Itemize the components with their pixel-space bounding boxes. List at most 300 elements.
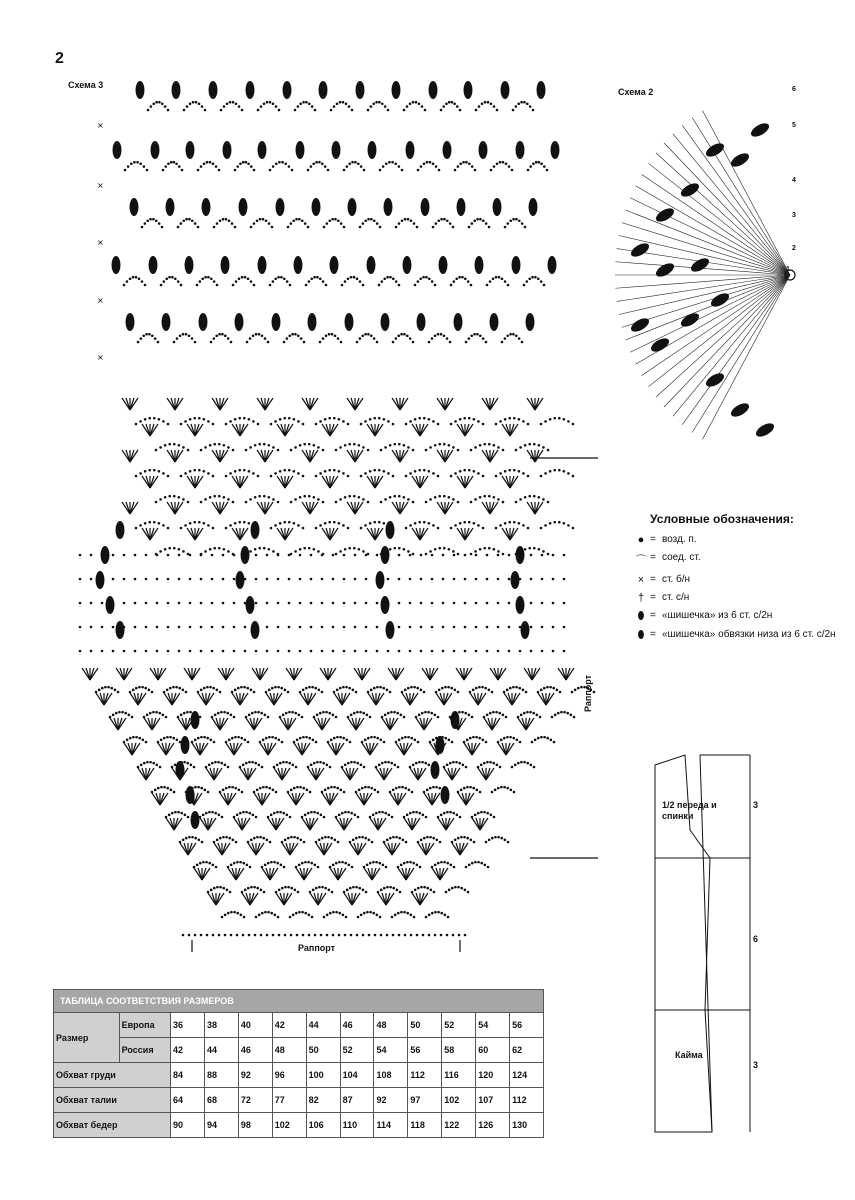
chain-stitch — [313, 444, 316, 447]
chain-stitch — [144, 284, 147, 287]
chain-stitch — [462, 764, 465, 767]
chain-stitch — [212, 687, 215, 690]
chain-stitch — [311, 916, 314, 919]
chain-stitch — [272, 498, 275, 501]
table-cell: 122 — [442, 1113, 476, 1138]
chain-stitch — [375, 766, 378, 769]
chain-stitch — [201, 105, 204, 108]
chain-stitch — [294, 889, 297, 892]
chain-stitch — [304, 814, 307, 817]
chain-stitch — [317, 446, 320, 449]
chain-stitch — [348, 495, 351, 498]
chain-stitch — [333, 469, 336, 472]
chain-stitch — [233, 716, 236, 719]
chain-stitch — [354, 650, 357, 653]
chain-stitch — [331, 891, 334, 894]
chain-stitch — [409, 626, 412, 629]
chain-stitch — [341, 284, 344, 287]
chain-stitch — [163, 786, 166, 789]
chain-stitch — [204, 789, 207, 792]
chain-stitch — [308, 443, 311, 446]
chain-stitch — [160, 739, 163, 742]
chain-stitch — [416, 864, 419, 867]
chain-stitch — [228, 219, 231, 222]
chain-stitch — [468, 714, 471, 717]
chain-stitch — [431, 578, 434, 581]
chain-stitch — [210, 739, 213, 742]
chain-stitch — [188, 334, 191, 337]
chain-stitch — [491, 837, 494, 840]
chain-stitch — [233, 626, 236, 629]
chain-stitch — [279, 470, 282, 473]
chain-stitch — [278, 889, 281, 892]
bobble-stitch — [236, 571, 245, 589]
chain-stitch — [272, 280, 275, 283]
chain-stitch — [453, 280, 456, 283]
chain-stitch — [486, 714, 489, 717]
chain-stitch — [284, 689, 287, 692]
table-cell: 54 — [374, 1038, 408, 1063]
chain-stitch — [432, 472, 435, 475]
chain-stitch — [307, 861, 310, 864]
chain-stitch — [504, 522, 507, 525]
chain-stitch — [264, 864, 267, 867]
chain-stitch — [312, 889, 315, 892]
chain-stitch — [397, 766, 400, 769]
chain-stitch — [297, 891, 300, 894]
chain-stitch — [234, 736, 237, 739]
table-cell: 112 — [510, 1088, 544, 1113]
chain-stitch — [593, 691, 596, 694]
chain-stitch — [277, 554, 280, 557]
bobble-stitch — [332, 141, 341, 159]
chain-stitch — [360, 423, 363, 426]
chain-stitch — [339, 736, 342, 739]
chain-stitch — [420, 839, 423, 842]
chain-stitch — [413, 686, 416, 689]
chain-stitch — [268, 496, 271, 499]
chain-stitch — [254, 548, 257, 551]
chain-stitch — [172, 686, 175, 689]
chain-stitch — [183, 761, 186, 764]
chain-stitch — [272, 789, 275, 792]
chain-stitch — [453, 866, 456, 869]
chain-stitch — [523, 761, 526, 764]
chain-stitch — [459, 522, 462, 525]
chain-stitch — [343, 791, 346, 794]
chain-stitch — [188, 218, 191, 221]
chain-stitch — [288, 334, 291, 337]
chain-stitch — [369, 716, 372, 719]
chain-stitch — [332, 626, 335, 629]
chain-stitch — [407, 736, 410, 739]
chain-stitch — [248, 470, 251, 473]
chain-stitch — [369, 862, 372, 865]
chain-stitch — [552, 554, 555, 557]
chain-stitch — [141, 226, 144, 229]
chain-stitch — [227, 498, 230, 501]
table-cell: 108 — [374, 1063, 408, 1088]
chain-stitch — [320, 934, 323, 937]
chain-stitch — [420, 602, 423, 605]
chain-stitch — [341, 861, 344, 864]
chain-stitch — [526, 102, 529, 105]
chain-stitch — [394, 764, 397, 767]
chain-stitch — [303, 443, 306, 446]
chain-stitch — [429, 446, 432, 449]
chain-stitch — [420, 886, 423, 889]
chain-stitch — [288, 469, 291, 472]
chain-stitch — [511, 169, 514, 172]
chain-stitch — [378, 521, 381, 524]
chain-stitch — [135, 423, 138, 426]
bobble-stitch — [406, 141, 415, 159]
chain-stitch — [256, 789, 259, 792]
chain-stitch — [214, 761, 217, 764]
chain-stitch — [391, 816, 394, 819]
chain-stitch — [324, 789, 327, 792]
bobble-stitch — [308, 313, 317, 331]
chain-stitch — [471, 862, 474, 865]
chain-stitch — [247, 162, 250, 165]
chain-stitch — [518, 470, 521, 473]
chain-stitch — [373, 687, 376, 690]
chain-stitch — [139, 524, 142, 527]
chain-stitch — [162, 524, 165, 527]
chain-stitch — [169, 687, 172, 690]
chain-stitch — [463, 836, 466, 839]
chain-stitch — [460, 789, 463, 792]
chain-stitch — [437, 219, 440, 222]
chain-stitch — [370, 689, 373, 692]
chain-stitch — [359, 280, 362, 283]
bobble-stitch — [172, 81, 181, 99]
chain-stitch — [79, 554, 82, 557]
chain-stitch — [299, 626, 302, 629]
chain-stitch — [188, 836, 191, 839]
chain-stitch — [140, 764, 143, 767]
chain-stitch — [416, 687, 419, 690]
chain-stitch — [279, 716, 282, 719]
legend-text: «шишечка» из 6 ст. с/2н — [662, 610, 773, 621]
chain-stitch — [401, 691, 404, 694]
chain-stitch — [213, 741, 216, 744]
chain-stitch — [376, 341, 379, 344]
chain-stitch — [563, 418, 566, 421]
chain-stitch — [145, 650, 148, 653]
chain-stitch — [364, 524, 367, 527]
chain-stitch — [549, 418, 552, 421]
chain-stitch — [284, 886, 287, 889]
chain-stitch — [524, 226, 527, 229]
chain-stitch — [400, 333, 403, 336]
chain-stitch — [450, 687, 453, 690]
bobble-stitch — [345, 313, 354, 331]
chain-stitch — [508, 650, 511, 653]
chain-stitch — [252, 472, 255, 475]
chain-stitch — [493, 548, 496, 551]
chain-stitch — [480, 862, 483, 865]
chain-stitch — [126, 739, 129, 742]
chain-stitch — [529, 105, 532, 108]
chain-stitch — [310, 862, 313, 865]
bobble-stitch — [239, 198, 248, 216]
chain-stitch — [295, 766, 298, 769]
chain-stitch — [223, 444, 226, 447]
chain-stitch — [506, 334, 509, 337]
rapport-bottom-label: Раппорт — [298, 943, 336, 953]
chain-stitch — [294, 333, 297, 336]
chain-stitch — [225, 741, 228, 744]
chain-stitch — [308, 495, 311, 498]
chain-stitch — [189, 602, 192, 605]
chain-stitch — [185, 837, 188, 840]
chain-stitch — [300, 839, 303, 842]
bobble-stitch — [283, 81, 292, 99]
chain-stitch — [180, 527, 183, 530]
chain-stitch — [184, 814, 187, 817]
chain-stitch — [159, 498, 162, 501]
chain-stitch — [269, 841, 272, 844]
chain-stitch — [179, 841, 182, 844]
chain-stitch — [224, 764, 227, 767]
bobble-stitch — [457, 198, 466, 216]
scheme2-ray — [703, 110, 791, 275]
chain-stitch — [550, 739, 553, 742]
table-cell: 40 — [238, 1013, 272, 1038]
bobble-stitch — [384, 198, 393, 216]
chain-stitch — [255, 333, 258, 336]
chain-stitch — [104, 686, 107, 689]
chain-stitch — [244, 578, 247, 581]
chain-stitch — [137, 341, 140, 344]
chain-stitch — [502, 553, 505, 556]
chain-stitch — [148, 469, 151, 472]
chain-stitch — [538, 548, 541, 551]
chain-stitch — [190, 764, 193, 767]
scheme2-bobble — [709, 291, 731, 310]
chain-stitch — [328, 889, 331, 892]
chain-stitch — [483, 547, 486, 550]
chain-stitch — [468, 226, 471, 229]
chain-stitch — [276, 764, 279, 767]
chain-stitch — [293, 787, 296, 790]
chain-stitch — [365, 626, 368, 629]
chain-stitch — [299, 691, 302, 694]
bobble-stitch — [202, 198, 211, 216]
chain-stitch — [386, 689, 389, 692]
chain-stitch — [354, 554, 357, 557]
chain-stitch — [229, 891, 232, 894]
chain-stitch — [424, 711, 427, 714]
chain-stitch — [203, 522, 206, 525]
chain-stitch — [405, 841, 408, 844]
chain-stitch — [330, 739, 333, 742]
chain-stitch — [391, 916, 394, 919]
chain-stitch — [392, 789, 395, 792]
chain-stitch — [549, 470, 552, 473]
chain-stitch — [495, 423, 498, 426]
chain-stitch — [369, 470, 372, 473]
chain-stitch — [465, 766, 468, 769]
chain-stitch — [137, 766, 140, 769]
chain-stitch — [448, 496, 451, 499]
chain-stitch — [338, 470, 341, 473]
chain-stitch — [474, 814, 477, 817]
scheme3-label: Схема 3 — [68, 80, 104, 90]
chain-stitch — [294, 550, 297, 553]
sc-stitch: × — [97, 353, 104, 362]
chain-stitch — [497, 446, 500, 449]
chain-stitch — [412, 764, 415, 767]
chain-stitch — [185, 333, 188, 336]
chain-stitch — [366, 714, 369, 717]
chain-stitch — [416, 226, 419, 229]
chain-stitch — [292, 914, 295, 917]
chain-stitch — [499, 420, 502, 423]
chain-stitch — [152, 711, 155, 714]
chain-stitch — [247, 841, 250, 844]
chain-stitch — [101, 650, 104, 653]
chain-stitch — [279, 762, 282, 765]
chain-stitch — [325, 284, 328, 287]
chain-stitch — [470, 553, 473, 556]
chain-stitch — [396, 889, 399, 892]
chain-stitch — [211, 762, 214, 765]
chain-stitch — [522, 689, 525, 692]
scheme2-ray — [656, 153, 790, 275]
single-crochet-icon: × — [637, 574, 645, 586]
chain-stitch — [310, 578, 313, 581]
chain-stitch — [502, 449, 505, 452]
chain-stitch — [387, 712, 390, 715]
chain-stitch — [490, 102, 493, 105]
chain-stitch — [482, 219, 485, 222]
chain-stitch — [284, 162, 287, 165]
chain-stitch — [186, 105, 189, 108]
chain-stitch — [319, 277, 322, 280]
bobble-stitch — [367, 256, 376, 274]
chain-stitch — [310, 650, 313, 653]
scheme2-bobble — [629, 241, 651, 260]
chain-stitch — [507, 284, 510, 287]
chain-stitch — [167, 602, 170, 605]
chain-stitch — [392, 887, 395, 890]
chain-stitch — [288, 521, 291, 524]
chain-stitch — [419, 277, 422, 280]
chain-stitch — [155, 101, 158, 104]
chain-stitch — [163, 280, 166, 283]
chain-stitch — [317, 866, 320, 869]
chain-stitch — [379, 169, 382, 172]
chain-stitch — [404, 934, 407, 937]
chain-stitch — [497, 602, 500, 605]
chain-stitch — [211, 650, 214, 653]
chain-stitch — [558, 469, 561, 472]
chain-stitch — [389, 837, 392, 840]
chain-stitch — [364, 837, 367, 840]
chain-stitch — [212, 934, 215, 937]
chain-stitch — [365, 578, 368, 581]
chain-stitch — [414, 470, 417, 473]
chain-stitch — [417, 280, 420, 283]
table-cell: 102 — [272, 1113, 306, 1138]
chain-stitch — [473, 522, 476, 525]
chain-stitch — [443, 861, 446, 864]
table-cell: 56 — [408, 1038, 442, 1063]
chain-stitch — [90, 650, 93, 653]
chain-stitch — [235, 841, 238, 844]
chain-stitch — [265, 219, 268, 222]
chain-stitch — [200, 689, 203, 692]
chain-stitch — [245, 501, 248, 504]
chain-stitch — [280, 276, 283, 279]
chain-stitch — [464, 602, 467, 605]
chain-stitch — [536, 714, 539, 717]
chain-stitch — [321, 554, 324, 557]
chain-stitch — [218, 547, 221, 550]
chain-stitch — [517, 102, 520, 105]
bobble-stitch — [181, 736, 190, 754]
chain-stitch — [512, 333, 515, 336]
chain-stitch — [317, 498, 320, 501]
chain-stitch — [518, 337, 521, 340]
chain-stitch — [277, 626, 280, 629]
chain-stitch — [458, 762, 461, 765]
pattern-bottom-label: Кайма — [675, 1050, 703, 1060]
chain-stitch — [423, 837, 426, 840]
chain-stitch — [299, 786, 302, 789]
chain-stitch — [415, 101, 418, 104]
chain-stitch — [473, 418, 476, 421]
chain-stitch — [384, 498, 387, 501]
chain-stitch — [447, 686, 450, 689]
chain-stitch — [277, 276, 280, 279]
chain-stitch — [287, 886, 290, 889]
chain-stitch — [153, 469, 156, 472]
chain-stitch — [182, 446, 185, 449]
sc-stitch: × — [97, 238, 104, 247]
chain-stitch — [428, 522, 431, 525]
chain-stitch — [370, 787, 373, 790]
chain-stitch — [495, 276, 498, 279]
chain-stitch — [245, 716, 248, 719]
chain-stitch — [123, 284, 126, 287]
chain-stitch — [412, 341, 415, 344]
chain-stitch — [438, 547, 441, 550]
chain-stitch — [152, 218, 155, 221]
chain-stitch — [262, 786, 265, 789]
chain-stitch — [540, 162, 543, 165]
chain-stitch — [395, 226, 398, 229]
chain-stitch — [204, 276, 207, 279]
chain-stitch — [478, 737, 481, 740]
chain-stitch — [283, 417, 286, 420]
chain-stitch — [457, 691, 460, 694]
chain-stitch — [101, 578, 104, 581]
chain-stitch — [329, 766, 332, 769]
chain-stitch — [236, 861, 239, 864]
chain-stitch — [129, 737, 132, 740]
chain-stitch — [198, 417, 201, 420]
chain-stitch — [200, 650, 203, 653]
chain-stitch — [101, 626, 104, 629]
chain-stitch — [227, 337, 230, 340]
chain-stitch — [537, 691, 540, 694]
chain-stitch — [180, 284, 183, 287]
chain-stitch — [152, 762, 155, 765]
chain-stitch — [376, 578, 379, 581]
